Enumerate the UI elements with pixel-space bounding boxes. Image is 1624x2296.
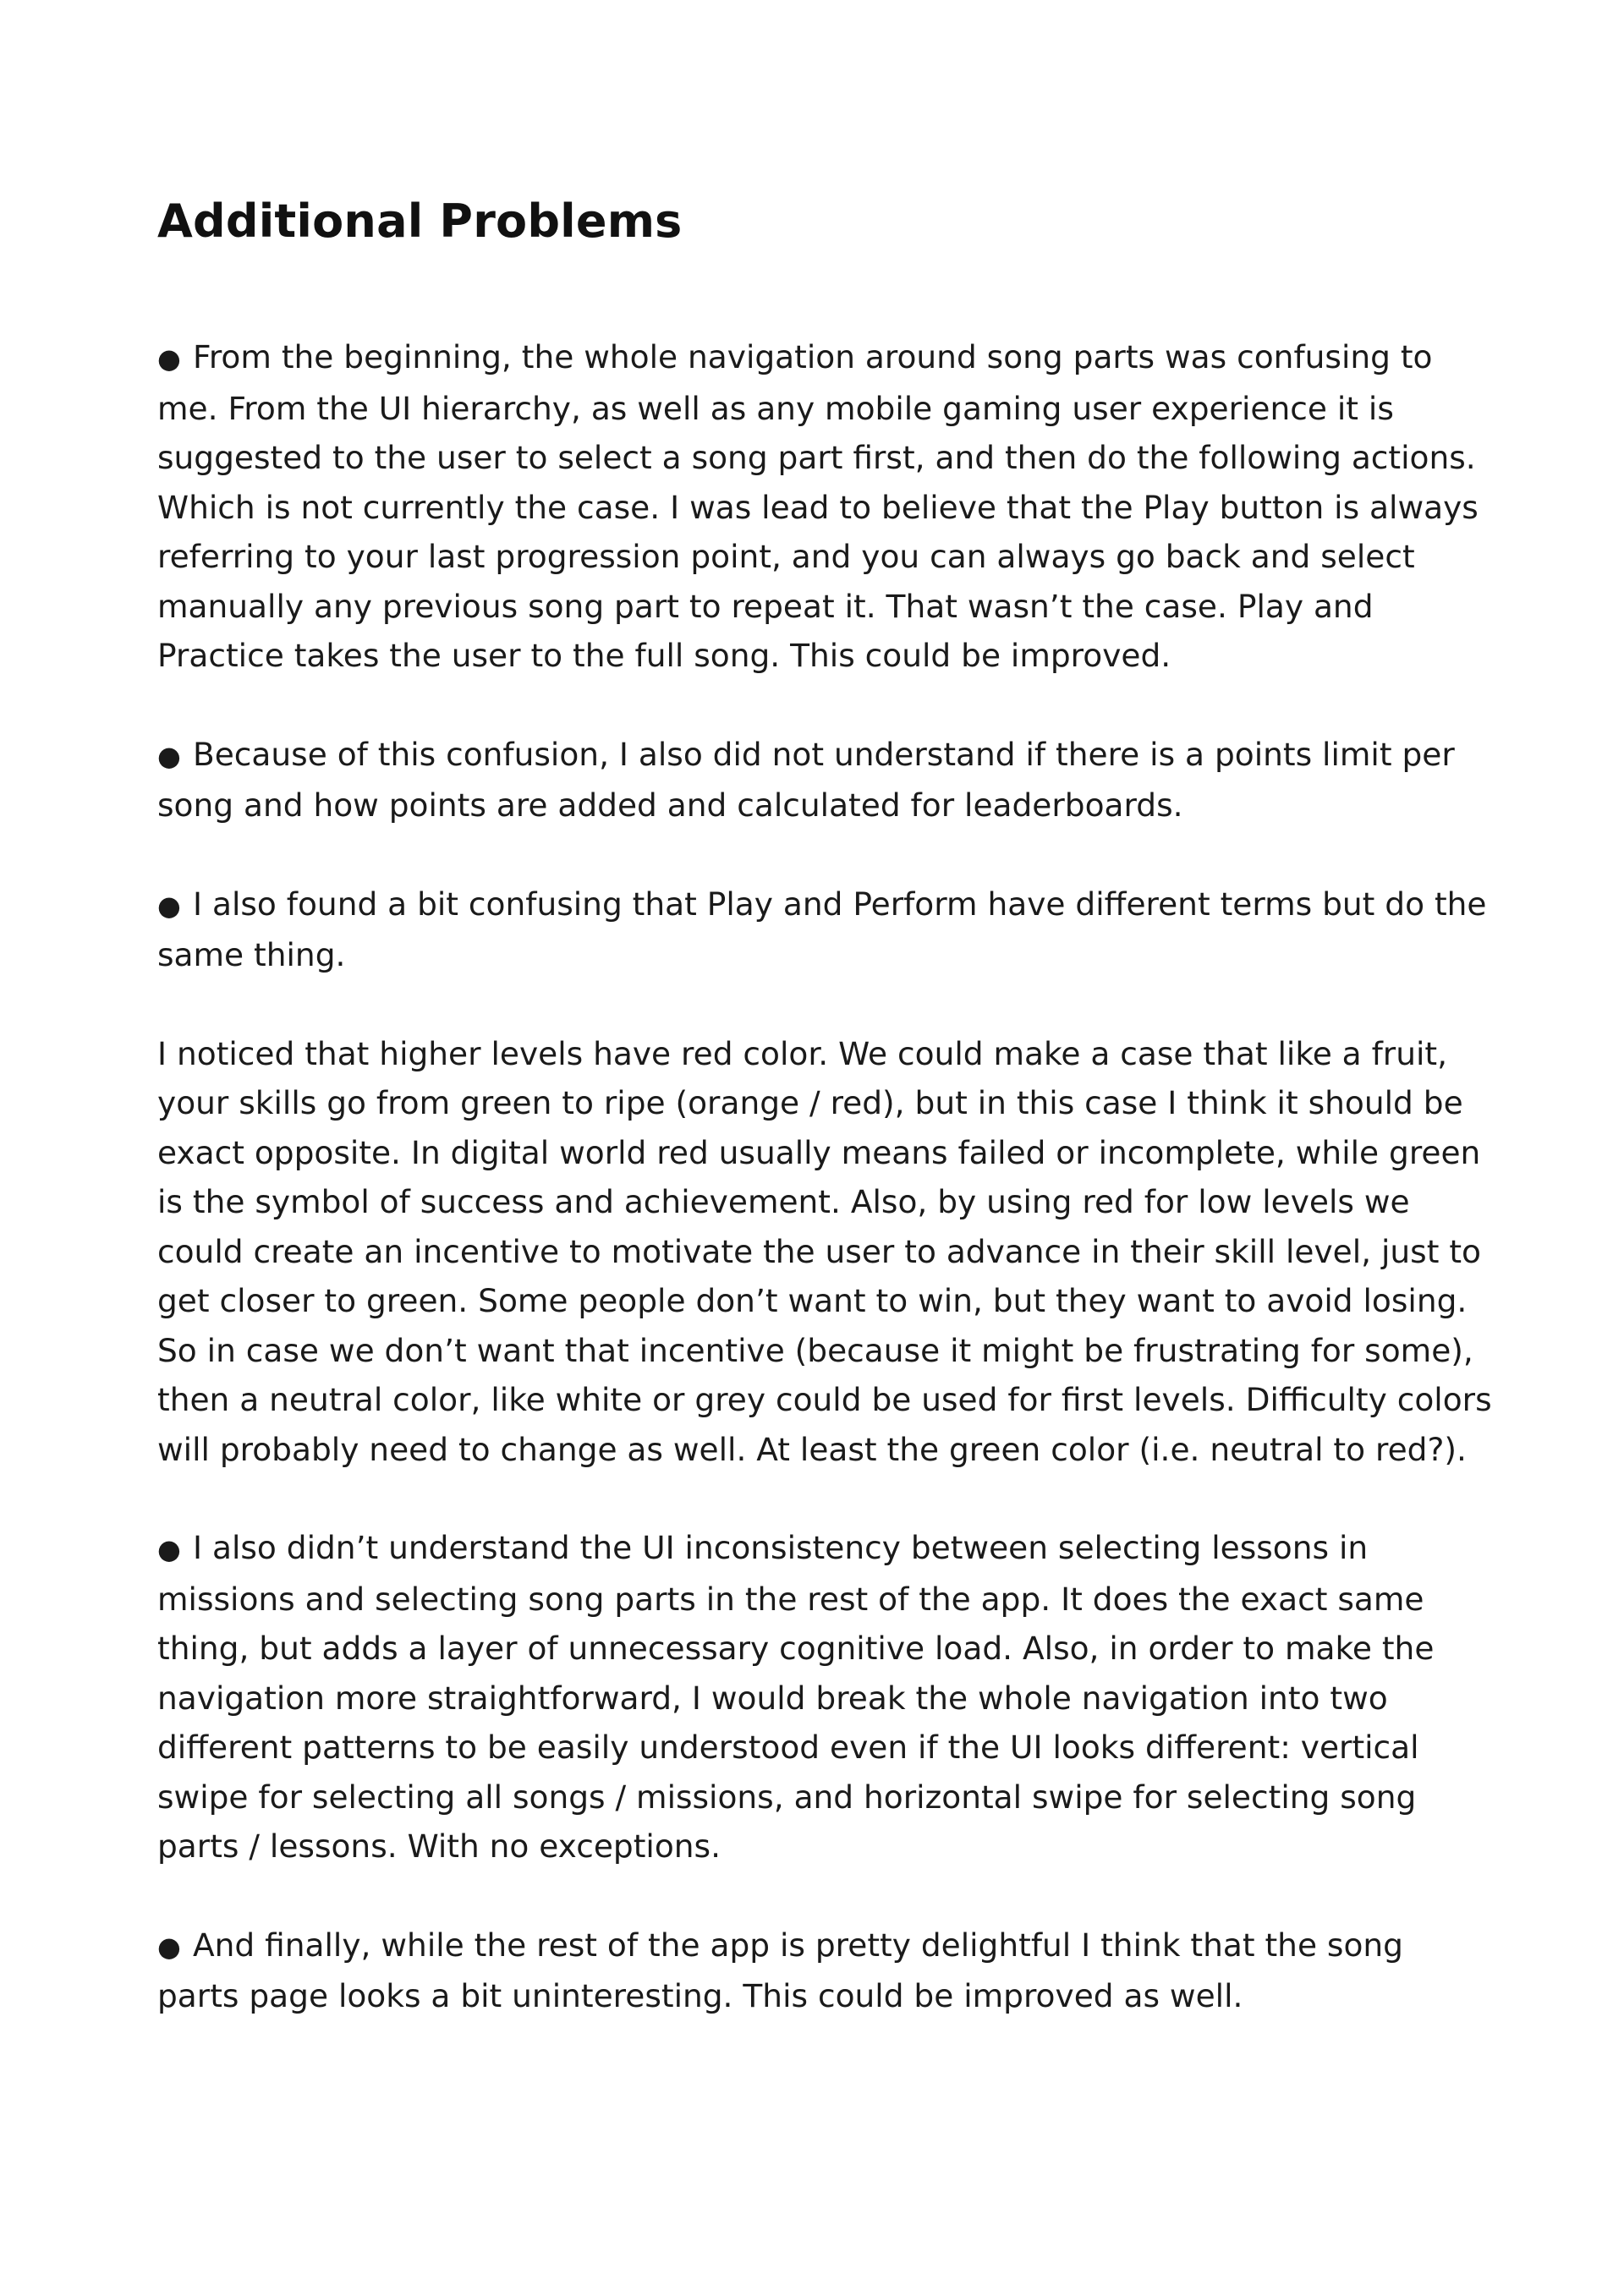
document-page <box>157 196 1494 2070</box>
document-body <box>157 332 1494 2021</box>
paragraph-play-perform <box>157 879 1494 980</box>
paragraph-text: And finally, while the rest of the app is pretty delightful I think that the song parts page looks a bit uninteresting. This could be improved as well. <box>157 1926 1403 2015</box>
paragraph-ui-inconsistency <box>157 1523 1494 1871</box>
paragraph-navigation-confusion <box>157 332 1494 681</box>
paragraph-text: I noticed that higher levels have red color. We could make a case that like a fruit, your skills go from green to ripe (orange / red), but in this case I think it should be exact opposite. In digital world red usually means failed or incomplete, while green is the symbol of success and achievement. Also, by using red for low levels we could create an incentive to motivate the user to advance in their skill level, just to get closer to green. Some people don’t want to win, but they want to avoid losing. So in case we don’t want that incentive (because it might be frustrating for some), then a neutral color, like white or grey could be used for first levels. Difficulty colors will probably need to change as well. At least the green color (i.e. neutral to red?). <box>157 1034 1492 1468</box>
bullet-icon: ● <box>157 1533 181 1566</box>
paragraph-points-limit <box>157 730 1494 830</box>
paragraph-text: I also didn’t understand the UI inconsistency between selecting lessons in missions and selecting song parts in the rest of the app. It does the exact same thing, but adds a layer of unnecessary cognitive load. Also, in order to make the navigation more straightforward, I would break the whole navigation into two different patterns to be easily understood even if the UI looks different: vertical swipe for selecting all songs / missions, and horizontal swipe for selecting song parts / lessons. With no exceptions. <box>157 1529 1435 1866</box>
bullet-icon: ● <box>157 1930 181 1963</box>
paragraph-text: From the beginning, the whole navigation around song parts was confusing to me. From the UI hierarchy, as well as any mobile gaming user experience it is suggested to the user to select a song part first, and then do the following actions. Which is not currently the case. I was lead to believe that the Play button is always referring to your last progression point, and you can always go back and select manually any previous song part to repeat it. That wasn’t the case. Play and Practice takes the user to the full song. This could be improved. <box>157 338 1479 675</box>
page-title: Additional Problems <box>157 195 683 248</box>
paragraph-level-colors <box>157 1029 1494 1475</box>
bullet-icon: ● <box>157 739 181 772</box>
paragraph-song-parts-page <box>157 1921 1494 2021</box>
paragraph-text: Because of this confusion, I also did not understand if there is a points limit per song and how points are added and calculated for leaderboards. <box>157 735 1455 825</box>
bullet-icon: ● <box>157 889 181 922</box>
paragraph-text: I also found a bit confusing that Play and Perform have different terms but do the same thing. <box>157 885 1487 974</box>
bullet-icon: ● <box>157 342 181 375</box>
